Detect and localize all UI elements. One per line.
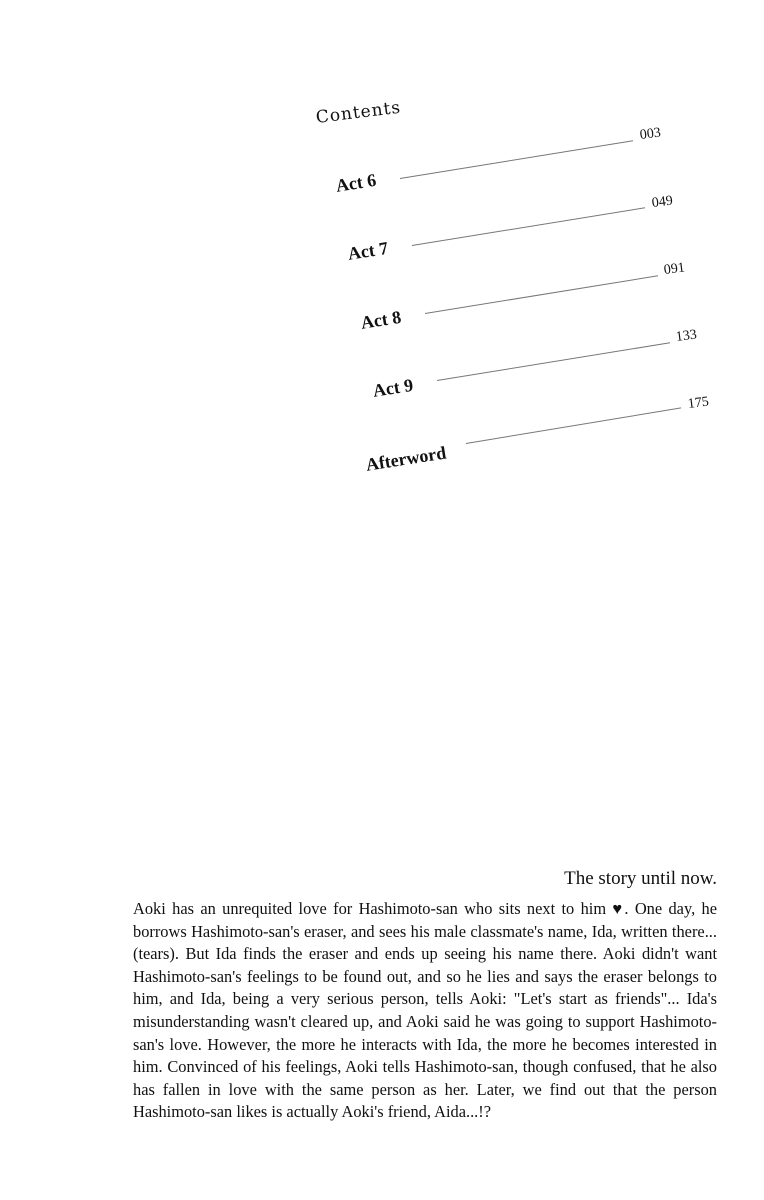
table-of-contents — [0, 0, 764, 520]
contents-title: Contents — [314, 97, 403, 128]
story-body: Aoki has an unrequited love for Hashimoto-san who sits next to him ♥. One day, he borrows Hashimoto-san's eraser, and sees his male classmate's name, Ida, written there... (tears). But Ida finds the eraser and ends up seeing his name there. Aoki didn't want Hashimoto-san's feelings to be found out, and so he lies and says the eraser belongs to him, and Ida, being a very serious person, tells Aoki: "Let's start as friends"... Ida's misunderstanding wasn't cleared up, and Aoki said he was going to support Hashimoto-san's love. However, the more he interacts with Ida, the more he becomes interested in him. Convinced of his feelings, Aoki tells Hashimoto-san, though confused, that he also has fallen in love with the same person as her. Later, we find out that the person Hashimoto-san likes is actually Aoki's friend, Aida...!? — [133, 899, 717, 1122]
toc-entry-label: Act 7 — [346, 237, 390, 264]
toc-leader-line — [437, 342, 670, 381]
story-title: The story until now. — [564, 868, 717, 889]
story-summary — [133, 868, 717, 1124]
toc-entry-page: 003 — [639, 125, 662, 143]
toc-entry-page: 091 — [663, 260, 686, 278]
toc-entry-page: 133 — [675, 327, 698, 345]
toc-leader-line — [425, 275, 658, 314]
toc-entry-page: 175 — [687, 394, 710, 412]
toc-entry-page: 049 — [651, 193, 674, 211]
toc-entry-label: Act 8 — [359, 306, 403, 333]
toc-entry-label: Afterword — [364, 442, 448, 475]
toc-entry-label: Act 6 — [334, 169, 378, 196]
toc-leader-line — [466, 407, 681, 444]
toc-leader-line — [400, 140, 633, 179]
toc-leader-line — [412, 207, 645, 246]
toc-entry-label: Act 9 — [371, 374, 415, 401]
